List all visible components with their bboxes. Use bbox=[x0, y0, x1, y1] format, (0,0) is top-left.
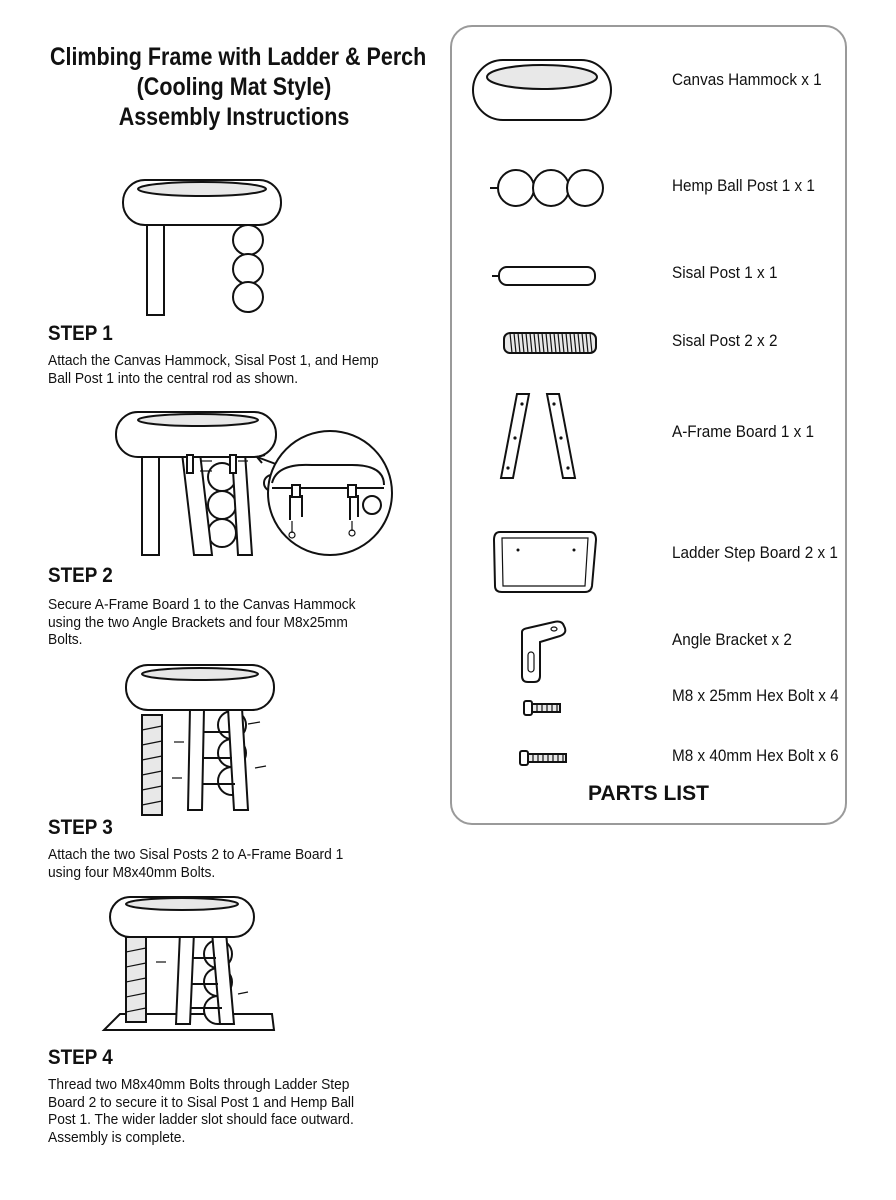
step-4-text bbox=[48, 1076, 402, 1146]
title-line: (Cooling Mat Style) bbox=[136, 73, 332, 101]
step-text-line: Ball Post 1 into the central rod as shown. bbox=[48, 369, 299, 387]
part-label: Sisal Post 2 x 2 bbox=[672, 331, 778, 350]
step-1-text bbox=[48, 352, 402, 387]
ladder-step-board-icon bbox=[490, 528, 600, 598]
step-2-illustration bbox=[112, 405, 402, 560]
step-2-text bbox=[48, 596, 402, 649]
long-bolt-icon bbox=[518, 748, 570, 768]
angle-bracket-icon bbox=[512, 614, 572, 684]
hemp-ball-post-icon bbox=[488, 168, 603, 208]
short-bolt-icon bbox=[522, 698, 564, 718]
title-line: Assembly Instructions bbox=[118, 103, 350, 131]
part-label: Canvas Hammock x 1 bbox=[672, 70, 822, 89]
part-label: A-Frame Board 1 x 1 bbox=[672, 422, 815, 441]
document-title bbox=[49, 42, 427, 132]
step-text-line: Bolts. bbox=[48, 631, 83, 648]
part-label: Angle Bracket x 2 bbox=[672, 630, 792, 649]
step-text-line: Post 1. The wider ladder slot should face outward. bbox=[48, 1111, 354, 1128]
step-3-illustration bbox=[120, 660, 280, 820]
sisal-post-1-icon bbox=[490, 264, 600, 288]
step-text-line: Attach the two Sisal Posts 2 to A-Frame Board 1 bbox=[48, 846, 344, 863]
title-line: Climbing Frame with Ladder & Perch bbox=[49, 43, 427, 71]
step-text-line: Secure A-Frame Board 1 to the Canvas Hammock bbox=[48, 596, 356, 613]
step-text-line: Assembly is complete. bbox=[48, 1128, 186, 1146]
step-text-line: Thread two M8x40mm Bolts through Ladder Step bbox=[48, 1076, 350, 1093]
step-1-heading: STEP 1 bbox=[48, 322, 113, 345]
parts-list-title: PARTS LIST bbox=[588, 782, 709, 805]
step-1-illustration bbox=[115, 175, 295, 315]
step-2-heading: STEP 2 bbox=[48, 564, 113, 587]
part-label: Ladder Step Board 2 x 1 bbox=[672, 543, 838, 562]
step-text-line: Attach the Canvas Hammock, Sisal Post 1, and Hemp bbox=[48, 352, 379, 369]
step-4-illustration bbox=[100, 892, 280, 1042]
part-label: M8 x 40mm Hex Bolt x 6 bbox=[672, 746, 839, 765]
part-label: Sisal Post 1 x 1 bbox=[672, 263, 778, 282]
step-3-text bbox=[48, 846, 402, 881]
step-text-line: using four M8x40mm Bolts. bbox=[48, 863, 216, 881]
canvas-hammock-icon bbox=[470, 55, 615, 125]
step-4-heading: STEP 4 bbox=[48, 1046, 113, 1069]
sisal-post-2-icon bbox=[502, 330, 600, 356]
step-3-heading: STEP 3 bbox=[48, 816, 113, 839]
part-label: M8 x 25mm Hex Bolt x 4 bbox=[672, 686, 839, 705]
step-text-line: Board 2 to secure it to Sisal Post 1 and Hemp Ball bbox=[48, 1093, 355, 1111]
a-frame-board-icon bbox=[495, 390, 585, 482]
part-label: Hemp Ball Post 1 x 1 bbox=[672, 176, 815, 195]
step-text-line: using the two Angle Brackets and four M8x25mm bbox=[48, 613, 348, 631]
